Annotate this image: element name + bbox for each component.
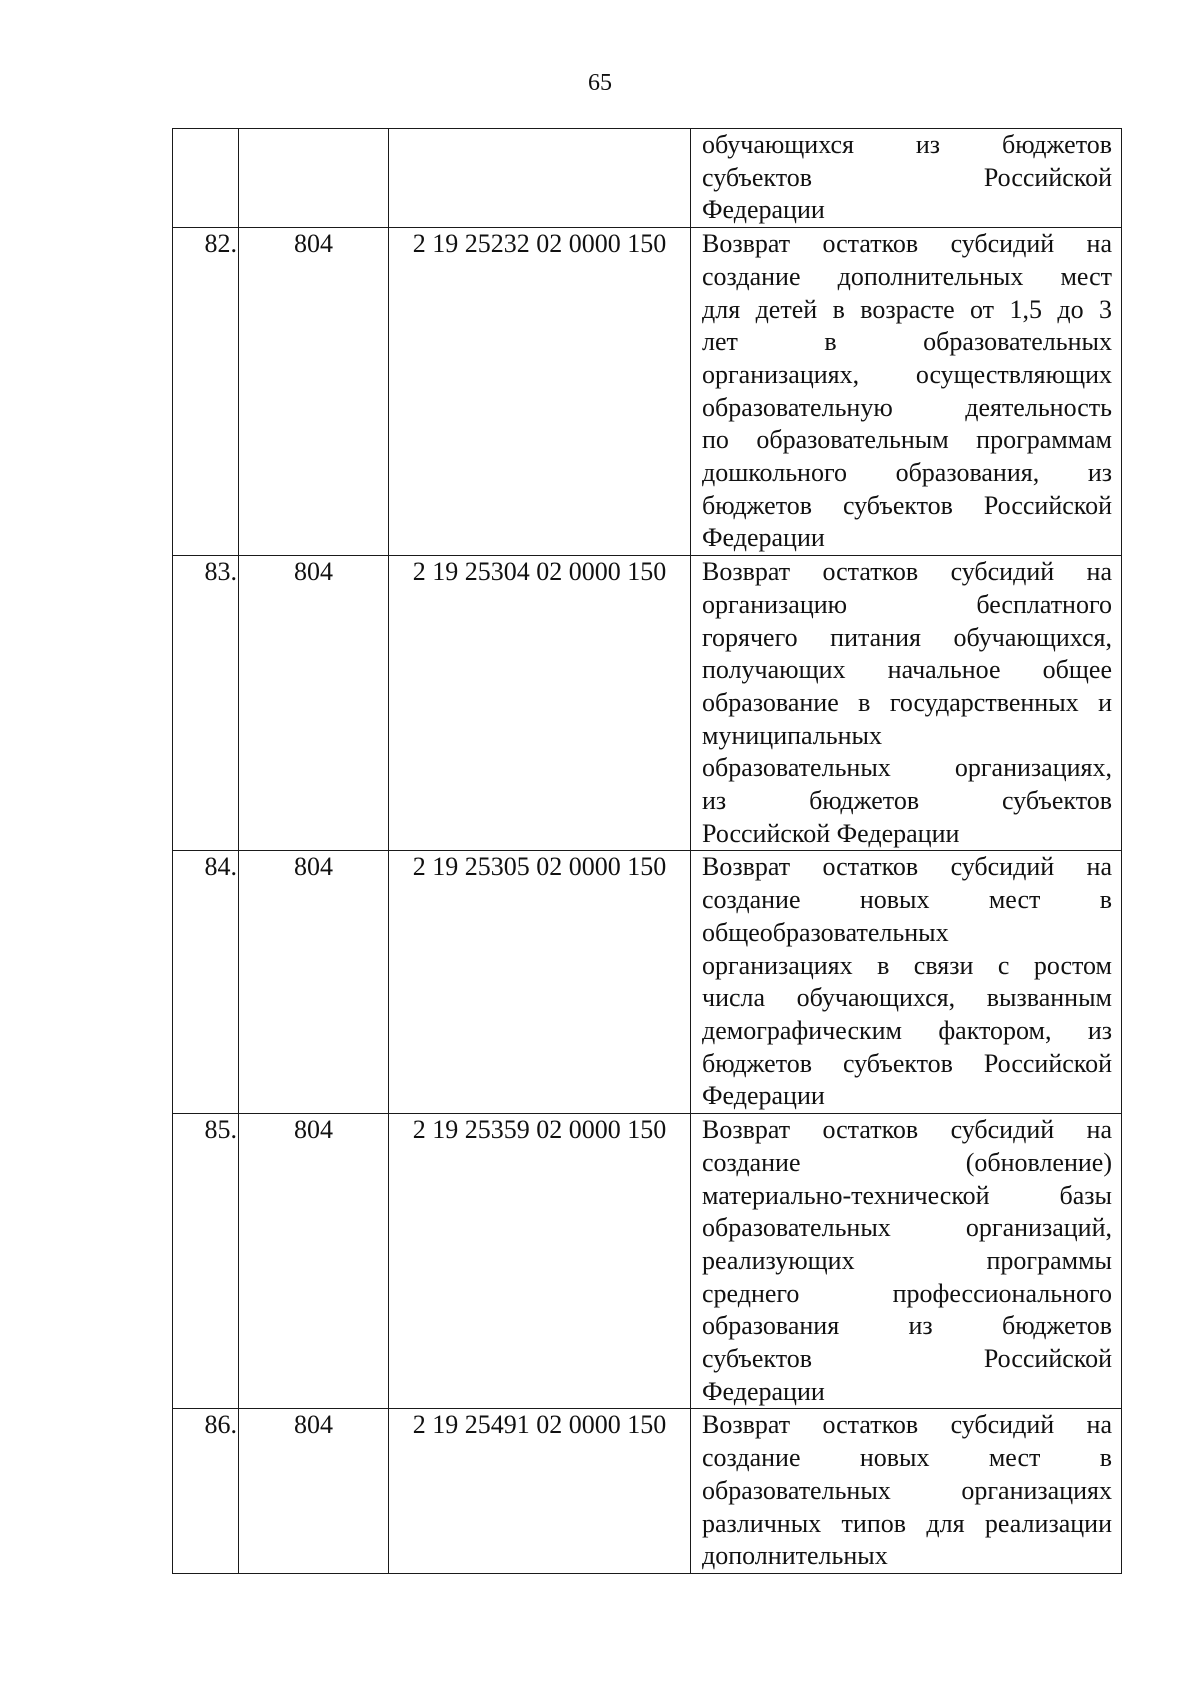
administrator-code-cell	[239, 129, 389, 228]
row-number-cell	[173, 129, 239, 228]
table-row	[173, 556, 1122, 851]
description-line: обучающихся из бюджетов	[702, 130, 1112, 159]
description-line: создание (обновление)	[702, 1147, 1112, 1177]
table-row	[173, 129, 1122, 228]
description-line: организацию бесплатного	[702, 589, 1112, 619]
budget-classification-code-cell: 2 19 25359 02 0000 150	[389, 1114, 691, 1409]
row-number-cell: 84.	[173, 851, 239, 1114]
description-line: Возврат остатков субсидий на	[702, 1115, 1112, 1145]
description-line: различных типов для реализации	[702, 1508, 1112, 1538]
description-line: создание новых мест в	[702, 1443, 1112, 1473]
table-row	[173, 851, 1122, 1114]
description-line: Федерации	[702, 195, 825, 225]
description-line: Федерации	[702, 1081, 825, 1111]
description-line: лет в образовательных	[702, 327, 1112, 357]
description-line: для детей в возрасте от 1,5 до 3	[702, 294, 1112, 324]
description-line: организациях в связи с ростом	[702, 950, 1112, 980]
table-row	[173, 1114, 1122, 1409]
income-description-cell	[691, 1409, 1122, 1574]
table-row	[173, 1409, 1122, 1574]
table-row	[173, 228, 1122, 556]
description-line: создание дополнительных мест	[702, 261, 1112, 291]
description-line: образование в государственных и	[702, 687, 1112, 717]
description-line: дошкольного образования, из	[702, 458, 1112, 488]
description-line: субъектов Российской	[702, 162, 1112, 192]
description-line: среднего профессионального	[702, 1278, 1112, 1308]
description-line: по образовательным программам	[702, 425, 1112, 455]
budget-classification-code-cell: 2 19 25304 02 0000 150	[389, 556, 691, 851]
description-line: образования из бюджетов	[702, 1311, 1112, 1341]
administrator-code-cell: 804	[239, 1114, 389, 1409]
description-line: Российской Федерации	[702, 818, 960, 848]
table-body	[173, 129, 1122, 1574]
description-line: образовательных организациях	[702, 1475, 1112, 1505]
budget-classification-code-cell: 2 19 25491 02 0000 150	[389, 1409, 691, 1574]
income-description-cell	[691, 851, 1122, 1114]
income-description-cell	[691, 129, 1122, 228]
description-line: получающих начальное общее	[702, 655, 1112, 685]
description-line: горячего питания обучающихся,	[702, 622, 1112, 652]
row-number-cell: 85.	[173, 1114, 239, 1409]
row-number-cell: 82.	[173, 228, 239, 556]
description-line: Возврат остатков субсидий на	[702, 852, 1112, 882]
description-line: из бюджетов субъектов	[702, 786, 1112, 816]
administrator-code-cell: 804	[239, 851, 389, 1114]
budget-classification-code-cell: 2 19 25232 02 0000 150	[389, 228, 691, 556]
description-line: Федерации	[702, 1376, 825, 1406]
row-number-cell: 86.	[173, 1409, 239, 1574]
description-line: образовательных организациях,	[702, 753, 1112, 783]
description-line: реализующих программы	[702, 1245, 1112, 1275]
administrator-code-cell: 804	[239, 228, 389, 556]
description-line: бюджетов субъектов Российской	[702, 490, 1112, 520]
budget-classification-code-cell	[389, 129, 691, 228]
description-line: Возврат остатков субсидий на	[702, 1410, 1112, 1440]
description-line: бюджетов субъектов Российской	[702, 1048, 1112, 1078]
description-line: дополнительных	[702, 1541, 888, 1571]
description-line: создание новых мест в	[702, 885, 1112, 915]
description-line: общеобразовательных	[702, 917, 949, 947]
description-line: образовательных организаций,	[702, 1213, 1112, 1243]
administrator-code-cell: 804	[239, 556, 389, 851]
budget-classification-code-cell: 2 19 25305 02 0000 150	[389, 851, 691, 1114]
description-line: субъектов Российской	[702, 1344, 1112, 1374]
description-line: Возврат остатков субсидий на	[702, 229, 1112, 259]
income-description-cell	[691, 228, 1122, 556]
income-description-cell	[691, 1114, 1122, 1409]
budget-code-table	[172, 128, 1122, 1574]
description-line: Возврат остатков субсидий на	[702, 557, 1112, 587]
description-line: демографическим фактором, из	[702, 1015, 1112, 1045]
description-line: организациях, осуществляющих	[702, 359, 1112, 389]
page-number: 65	[588, 70, 612, 96]
income-description-cell	[691, 556, 1122, 851]
description-line: материально-технической базы	[702, 1180, 1112, 1210]
description-line: образовательную деятельность	[702, 392, 1112, 422]
description-line: Федерации	[702, 523, 825, 553]
description-line: муниципальных	[702, 720, 883, 750]
row-number-cell: 83.	[173, 556, 239, 851]
administrator-code-cell: 804	[239, 1409, 389, 1574]
description-line: числа обучающихся, вызванным	[702, 983, 1112, 1013]
